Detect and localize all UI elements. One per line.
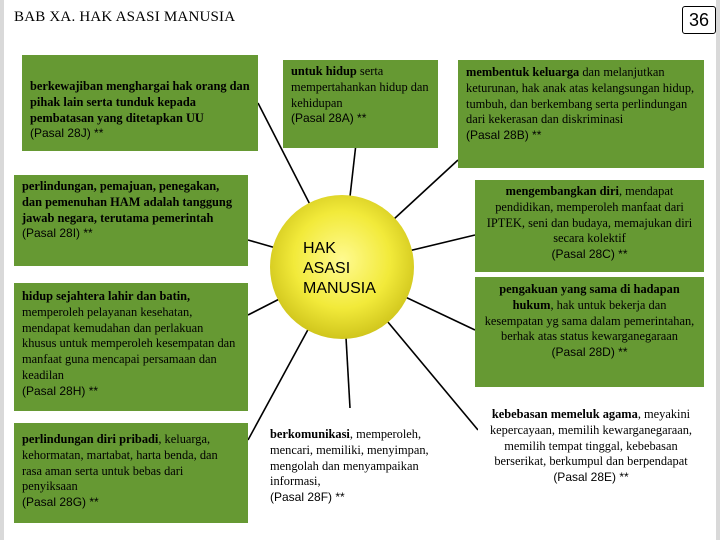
center-label bbox=[303, 239, 413, 299]
box-pasal-28d bbox=[475, 277, 704, 387]
box-28f-bold: berkomunikasi bbox=[270, 427, 350, 441]
box-28h-text: memperoleh pelayanan kesehatan, mendapat kemudahan dan perlakuan khusus untuk memperoleh kesempatan dan manfaat guna mencapai persamaan dan keadilan bbox=[22, 304, 236, 382]
box-pasal-28a bbox=[283, 60, 438, 148]
box-28b-text: dan melanjutkan keturunan, hak anak atas kelangsungan hidup, tumbuh, dan berkembang serta perlindungan dari kekerasan dan diskriminasi bbox=[466, 65, 695, 127]
box-28i-pasal: (Pasal 28I) ** bbox=[22, 226, 93, 241]
box-pasal-28h bbox=[14, 283, 248, 411]
box-28e-text: , meyakini kepercayaan, memilih kewarganegaraan, memilih tempat tinggal, kebebasan berserikat, berkumpul dan berpendapat bbox=[489, 407, 693, 469]
box-28a-text: serta mempertahankan hidup dan kehidupan bbox=[291, 64, 429, 110]
box-28e-bold: kebebasan memeluk agama bbox=[491, 407, 638, 421]
center-line-2: ASASI bbox=[303, 260, 351, 277]
box-28c-pasal: (Pasal 28C) ** bbox=[551, 247, 628, 262]
box-28f-pasal: (Pasal 28F) ** bbox=[270, 490, 345, 505]
box-28c-bold: mengembangkan diri bbox=[505, 184, 619, 198]
box-28j-pasal: (Pasal 28J) ** bbox=[30, 126, 104, 141]
box-pasal-28g bbox=[14, 423, 248, 523]
box-28g-text: , keluarga, kehormatan, martabat, harta benda, dan rasa aman serta untuk bebas dari penyiksaan bbox=[22, 432, 218, 494]
box-pasal-28b bbox=[458, 60, 704, 168]
box-pasal-28e bbox=[478, 405, 704, 513]
box-28a-bold: untuk hidup bbox=[291, 64, 357, 78]
box-28d-pasal: (Pasal 28D) ** bbox=[551, 345, 628, 360]
box-pasal-28f bbox=[266, 425, 456, 513]
box-28g-pasal: (Pasal 28G) ** bbox=[22, 495, 99, 510]
center-line-1: HAK bbox=[303, 240, 336, 257]
box-28c-text: , mendapat pendidikan, memperoleh manfaat dari IPTEK, seni dan budaya, memajukan diri secara kolektif bbox=[486, 184, 693, 246]
box-pasal-28c bbox=[475, 180, 704, 272]
box-pasal-28j bbox=[22, 55, 258, 151]
page-title: BAB XA. HAK ASASI MANUSIA bbox=[14, 9, 236, 25]
box-28b-pasal: (Pasal 28B) ** bbox=[466, 128, 542, 143]
box-28e-pasal: (Pasal 28E) ** bbox=[553, 470, 629, 485]
page-number: 36 bbox=[682, 6, 716, 34]
box-28h-bold: hidup sejahtera lahir dan batin, bbox=[22, 289, 191, 303]
box-28d-bold: pengakuan yang sama di hadapan hukum bbox=[499, 282, 680, 312]
box-pasal-28i bbox=[14, 175, 248, 266]
box-28j-bold: berkewajiban menghargai hak orang dan pihak lain serta tunduk kepada pembatasan yang ditetapkan UU bbox=[30, 79, 250, 125]
box-28b-bold: membentuk keluarga bbox=[466, 65, 580, 79]
box-28a-pasal: (Pasal 28A) ** bbox=[291, 111, 367, 126]
box-28h-pasal: (Pasal 28H) ** bbox=[22, 383, 99, 398]
box-28g-bold: perlindungan diri pribadi bbox=[22, 432, 159, 446]
box-28f-text: , memperoleh, mencari, memiliki, menyimpan, mengolah dan menyampaikan informasi, bbox=[270, 427, 429, 489]
box-28i-bold: perlindungan, pemajuan, penegakan, dan pemenuhan HAM adalah tanggung jawab negara, terutama pemerintah bbox=[22, 179, 233, 225]
center-line-3: MANUSIA bbox=[303, 280, 376, 297]
box-28d-text: , hak untuk bekerja dan kesempatan yg sama dalam pemerintahan, berhak atas status kewarganegaraan bbox=[484, 297, 695, 344]
